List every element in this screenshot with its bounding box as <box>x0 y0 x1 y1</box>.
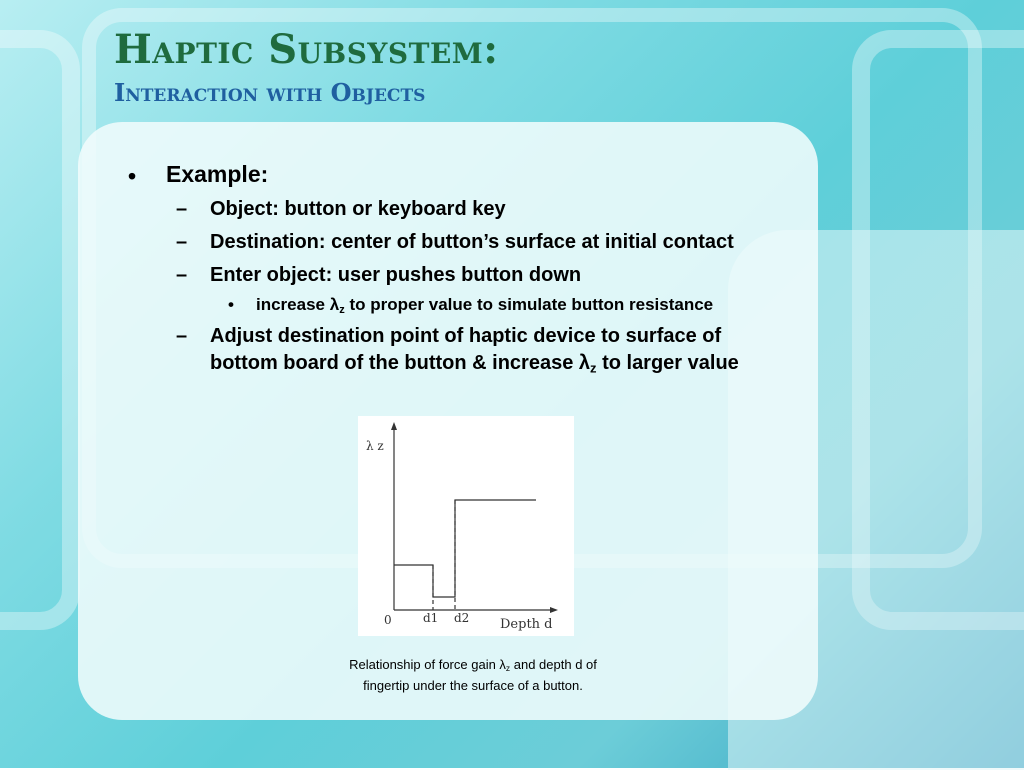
y-axis-arrow <box>391 422 397 430</box>
force-gain-curve <box>394 500 536 597</box>
bullet-marker: • <box>228 295 234 314</box>
dash-marker: – <box>176 231 188 253</box>
bullet-adjust-line1: Adjust destination point of haptic device to surface of <box>210 325 722 347</box>
bullet-adjust-line2: bottom board of the button & increase $\lambda_z$ to larger value <box>210 352 739 376</box>
tick-label-0: 0 <box>384 613 392 627</box>
bullet-destination: Destination: center of button’s surface at initial contact <box>210 231 734 253</box>
slide-title: Haptic Subsystem: <box>114 26 499 73</box>
tick-label-d2: d2 <box>454 611 470 625</box>
bullet-enter-object: Enter object: user pushes button down <box>210 264 582 286</box>
x-axis-label: Depth d <box>500 617 553 632</box>
bullet-increase-resistance: increase $\lambda_z$ to proper value to simulate button resistance <box>256 295 714 316</box>
bullet-marker: • <box>128 163 137 189</box>
dash-marker: – <box>176 198 188 220</box>
figure-caption: Relationship of force gain $\lambda_z$ and depth d of fingertip under the surface of a button. <box>349 657 597 694</box>
bullet-example: Example: <box>166 161 269 187</box>
slide-subtitle: Interaction with Objects <box>114 78 426 107</box>
force-gain-plot <box>358 416 574 636</box>
bullet-object: Object: button or keyboard key <box>210 198 506 220</box>
tick-label-d1: d1 <box>423 611 439 625</box>
dash-marker: – <box>176 325 188 347</box>
x-axis-arrow <box>550 607 558 613</box>
y-axis-label: λ z <box>366 439 384 453</box>
dash-marker: – <box>176 264 188 286</box>
decor-frame-left <box>0 30 80 630</box>
force-gain-figure <box>358 416 574 636</box>
